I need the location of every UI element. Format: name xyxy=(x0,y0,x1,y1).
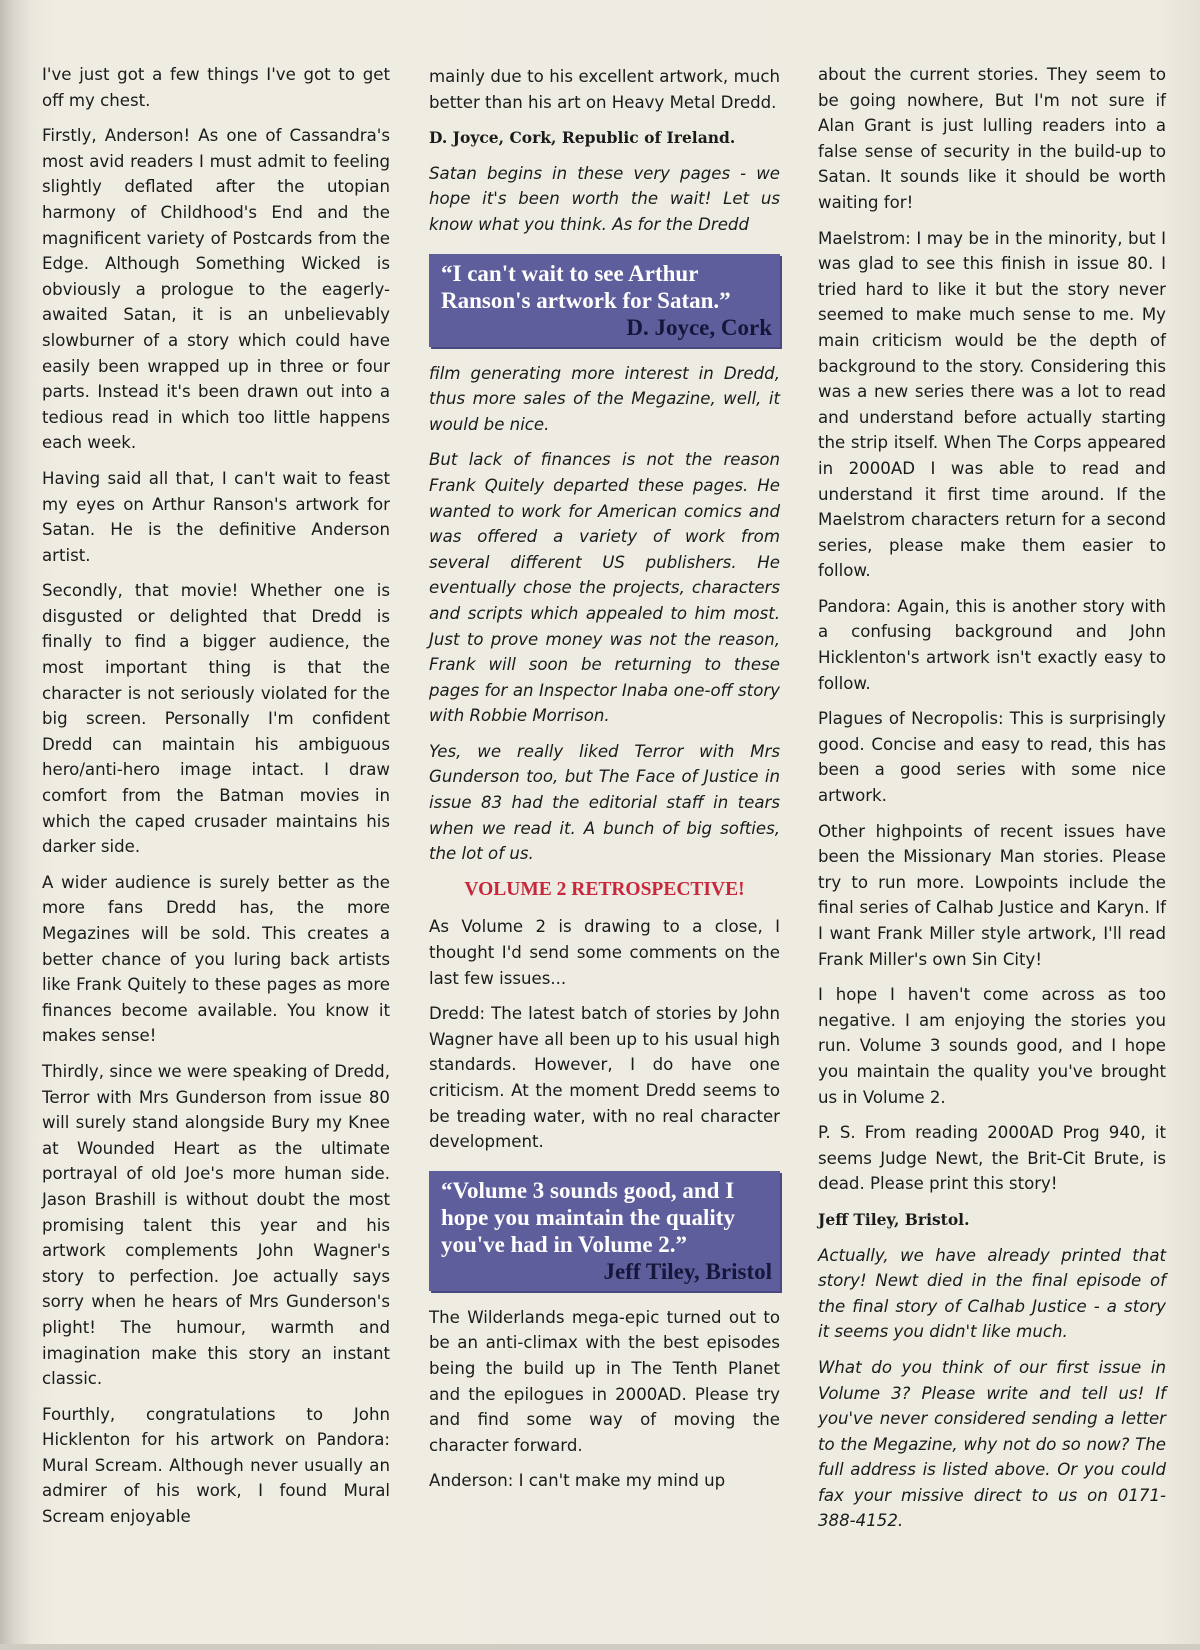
pull-quote-box xyxy=(429,254,780,347)
letter-paragraph: A wider audience is surely better as the more fans Dredd has, the more Megazines will be sold. This creates a better chance of you luring back artists like Frank Quitely to these pages as more finances become available. You know it makes sense! xyxy=(42,872,390,1046)
letter-paragraph: Other highpoints of recent issues have been the Missionary Man stories. Please try to run more. Lowpoints include the final series of Calhab Justice and Karyn. If I want Frank Miller style artwork, I'll read Frank Miller's own Sin City! xyxy=(818,821,1166,969)
editor-reply: But lack of finances is not the reason Frank Quitely departed these pages. He wanted to work for American comics and was offered a variety of work from several different US publishers. He eventually chose the projects, characters and scripts which appealed to him most. Just to prove money was not the reason, Frank will soon be returning to these pages for an Inspector Inaba one-off story with Robbie Morrison. xyxy=(429,450,780,726)
letter-paragraph: Plagues of Necropolis: This is surprisingly good. Concise and easy to read, this has been a good series with some nice artwork. xyxy=(818,709,1166,806)
letter-paragraph: Anderson: I can't make my mind up xyxy=(429,1471,726,1491)
letter-paragraph: Firstly, Anderson! As one of Cassandra's most avid readers I must admit to feeling slightly deflated after the utopian harmony of Childhood's End and the magnificent variety of Postcards from the Edge. Although Something Wicked is obviously a prologue to the eagerly-awaited Satan, it is an unbelievably slowburner of a story which could have easily been wrapped up in three or four parts. Instead it's been drawn out into a tedious read in which too little happens each week. xyxy=(42,126,390,453)
section-heading: VOLUME 2 RETROSPECTIVE! xyxy=(464,878,745,900)
letter-paragraph: I've just got a few things I've got to get off my chest. xyxy=(42,65,390,110)
editor-reply: Actually, we have already printed that story! Newt died in the final episode of the final story of Calhab Justice - a story it seems you didn't like much. xyxy=(818,1245,1166,1342)
page-bottom-edge xyxy=(0,1644,1200,1650)
pull-quote-text: “Volume 3 sounds good, and I hope you maintain the quality you've had in Volume 2.” xyxy=(441,1177,735,1257)
letters-column-1 xyxy=(42,62,390,1530)
letter-signature: Jeff Tiley, Bristol. xyxy=(818,1209,970,1229)
editor-reply: Satan begins in these very pages - we hope it's been worth the wait! Let us know what you think. As for the Dredd xyxy=(429,163,780,234)
letter-paragraph: I hope I haven't come across as too negative. I am enjoying the stories you run. Volume 3 sounds good, and I hope you maintain the quality you've brought us in Volume 2. xyxy=(818,985,1166,1107)
letter-paragraph: about the current stories. They seem to be going nowhere, But I'm not sure if Alan Grant is just lulling readers into a false sense of security in the build-up to Satan. It sounds like it should be worth waiting for! xyxy=(818,65,1166,212)
letter-paragraph: Having said all that, I can't wait to feast my eyes on Arthur Ranson's artwork for Satan. He is the definitive Anderson artist. xyxy=(42,468,390,565)
letter-signature: D. Joyce, Cork, Republic of Ireland. xyxy=(429,128,736,148)
letters-column-2 xyxy=(429,64,780,1494)
letter-paragraph: As Volume 2 is drawing to a close, I thought I'd send some comments on the last few issues... xyxy=(429,917,780,988)
pull-quote-text: “I can't wait to see Arthur Ranson's artwork for Satan.” xyxy=(441,260,731,313)
letter-paragraph: Pandora: Again, this is another story with a confusing background and John Hicklenton's artwork isn't exactly easy to follow. xyxy=(818,596,1166,693)
letters-column-3 xyxy=(818,62,1166,1534)
letter-paragraph: P. S. From reading 2000AD Prog 940, it seems Judge Newt, the Brit-Cit Brute, is dead. Please print this story! xyxy=(818,1123,1166,1194)
letter-paragraph: mainly due to his excellent artwork, much better than his art on Heavy Metal Dredd. xyxy=(429,67,780,112)
letter-paragraph: Dredd: The latest batch of stories by John Wagner have all been up to his usual high standards. However, I do have one criticism. At the moment Dredd seems to be treading water, with no real character development. xyxy=(429,1004,780,1152)
pull-quote-attribution: D. Joyce, Cork xyxy=(626,314,772,340)
pull-quote-box xyxy=(429,1171,780,1291)
editor-reply: film generating more interest in Dredd, thus more sales of the Megazine, well, it would be nice. xyxy=(429,363,780,434)
letter-paragraph: The Wilderlands mega-epic turned out to be an anti-climax with the best episodes being the build up in The Tenth Planet and the epilogues in 2000AD. Please try and find some way of moving the character forward. xyxy=(429,1307,780,1455)
letter-paragraph: Secondly, that movie! Whether one is disgusted or delighted that Dredd is finally to find a bigger audience, the most important thing is that the character is not seriously violated for the big screen. Personally I'm confident Dredd can maintain his ambiguous hero/anti-hero image intact. I draw comfort from the Batman movies in which the caped crusader maintains his darker side. xyxy=(42,581,390,857)
pull-quote-attribution: Jeff Tiley, Bristol xyxy=(603,1258,772,1284)
letter-paragraph: Fourthly, congratulations to John Hicklenton for his artwork on Pandora: Mural Scream. Although never usually an admirer of his work, I found Mural Scream enjoyable xyxy=(42,1404,390,1527)
letter-paragraph: Maelstrom: I may be in the minority, but I was glad to see this finish in issue 80. I tried hard to like it but the story never seemed to make much sense to me. My main criticism would be the depth of background to the story. Considering this was a new series there was a lot to read and understand before actually starting the strip itself. When The Corps appeared in 2000AD I was able to read and understand it first time around. If the Maelstrom characters return for a second series, please make them easier to follow. xyxy=(818,228,1166,581)
letter-paragraph: Thirdly, since we were speaking of Dredd, Terror with Mrs Gunderson from issue 80 will surely stand alongside Bury my Knee at Wounded Heart as the ultimate portrayal of old Joe's more human side. Jason Brashill is without doubt the most promising talent this year and his artwork complements John Wagner's story to perfection. Joe actually says sorry when he hears of Mrs Gunderson's plight! The humour, warmth and imagination make this story an instant classic. xyxy=(42,1061,390,1389)
editor-reply: What do you think of our first issue in Volume 3? Please write and tell us! If you've never considered sending a letter to the Megazine, why not do so now? The full address is listed above. Or you could fax your missive direct to us on 0171-388-4152. xyxy=(818,1357,1166,1531)
editor-reply: Yes, we really liked Terror with Mrs Gunderson too, but The Face of Justice in issue 83 had the editorial staff in tears when we read it. A bunch of big softies, the lot of us. xyxy=(429,741,780,864)
